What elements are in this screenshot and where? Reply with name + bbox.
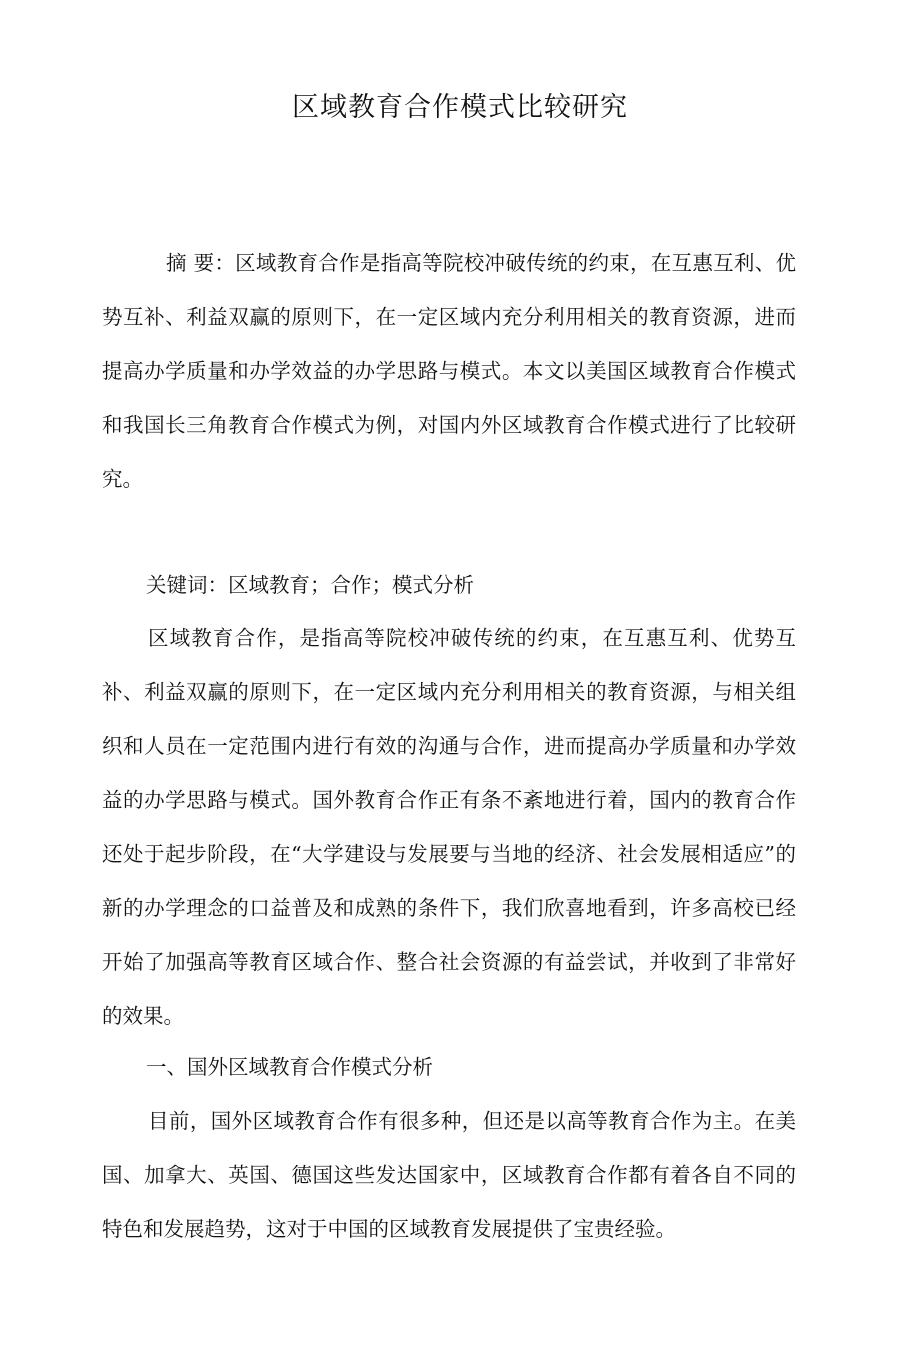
section-heading-1: 一、国外区域教育合作模式分析 (146, 1055, 433, 1079)
page-title: 区域教育合作模式比较研究 (292, 92, 628, 123)
abstract-paragraph: 摘 要：区域教育合作是指高等院校冲破传统的约束，在互惠互利、优势互补、利益双赢的原则下，在一定区域内充分利用相关的教育资源，进而提高办学质量和办学效益的办学思路与模式。本文以美国区域教育合作模式和我国长三角教育合作模式为例，对国内外区域教育合作模式进行了比较研究。 (102, 251, 796, 491)
keywords-line: 关键词：区域教育；合作；模式分析 (146, 573, 474, 597)
body-paragraph-2: 目前，国外区域教育合作有很多种，但还是以高等教育合作为主。在美国、加拿大、英国、德国这些发达国家中，区域教育合作都有着各自不同的特色和发展趋势，这对于中国的区域教育发展提供了宝贵经验。 (102, 1109, 796, 1241)
body-paragraph-1: 区域教育合作，是指高等院校冲破传统的约束，在互惠互利、优势互补、利益双赢的原则下，在一定区域内充分利用相关的教育资源，与相关组织和人员在一定范围内进行有效的沟通与合作，进而提高办学质量和办学效益的办学思路与模式。国外教育合作正有条不紊地进行着，国内的教育合作还处于起步阶段，在“大学建设与发展要与当地的经济、社会发展相适应”的新的办学理念的口益普及和成熟的条件下，我们欣喜地看到，许多高校已经开始了加强高等教育区域合作、整合社会资源的有益尝试，并收到了非常好的效果。 (102, 626, 796, 1028)
